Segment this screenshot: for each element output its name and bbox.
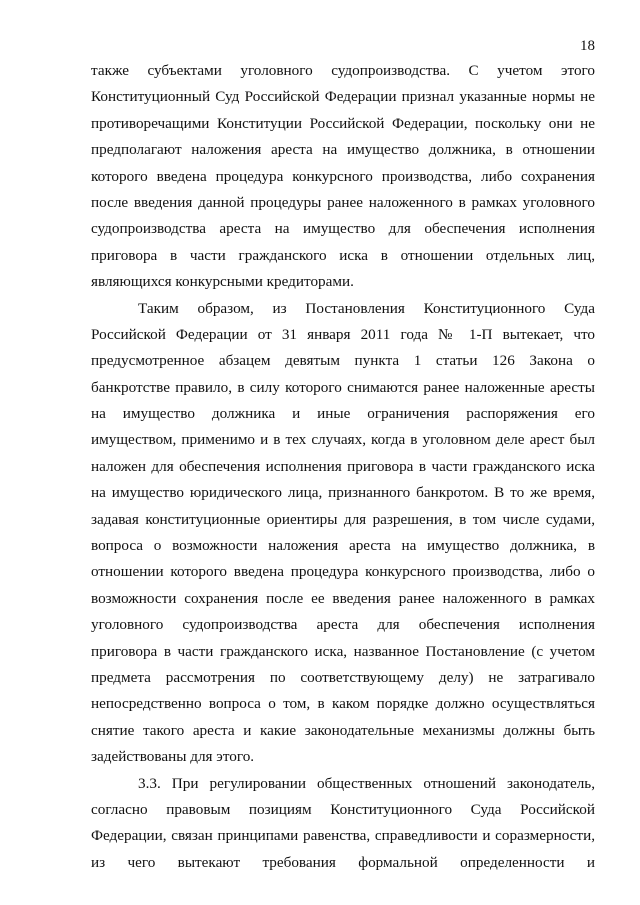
page-number: 18: [580, 38, 595, 54]
text-line: предмета рассмотрения по соответствующему делу) не затрагивало: [91, 668, 595, 686]
paragraph: [91, 58, 595, 296]
text-line: согласно правовым позициям Конституционного Суда Российской: [91, 800, 595, 818]
text-line: предусмотренное абзацем девятым пункта 1 статьи 126 Закона о: [91, 352, 595, 370]
text-line: противоречащими Конституции Российской Федерации, поскольку они не: [91, 114, 595, 132]
text-line: банкротстве правило, в силу которого снимаются ранее наложенные аресты: [91, 378, 595, 396]
text-line: Федерации, связан принципами равенства, справедливости и соразмерности,: [91, 827, 595, 845]
text-line: имуществом, применимо и в тех случаях, когда в уголовном деле арест был: [91, 431, 595, 449]
document-body: [91, 58, 595, 876]
text-line: задействованы для этого.: [91, 748, 255, 766]
text-line: которого введена процедура конкурсного производства, либо сохранения: [91, 167, 595, 185]
text-line: Российской Федерации от 31 января 2011 года № 1-П вытекает, что: [91, 325, 595, 343]
text-line: снятие такого ареста и какие законодательные механизмы должны быть: [91, 721, 595, 739]
text-line: судопроизводства ареста на имущество для обеспечения исполнения: [91, 220, 595, 238]
paragraph: [91, 296, 595, 771]
text-line: возможности сохранения после ее введения ранее наложенного в рамках: [91, 589, 595, 607]
text-line: непосредственно вопроса о том, в каком порядке должно осуществляться: [91, 695, 595, 713]
text-line: являющихся конкурсными кредиторами.: [91, 273, 354, 291]
text-line: вопроса о возможности наложения ареста на имущество должника, в: [91, 537, 595, 555]
text-line: приговора в части гражданского иска, названное Постановление (с учетом: [91, 642, 595, 660]
text-line: Таким образом, из Постановления Конституционного Суда: [138, 299, 595, 317]
text-line: на имущество юридического лица, признанного банкротом. В то же время,: [91, 484, 595, 502]
text-line: 3.3. При регулировании общественных отношений законодатель,: [138, 774, 595, 792]
text-line: на имущество должника и иные ограничения распоряжения его: [91, 405, 595, 423]
paragraph: [91, 771, 595, 877]
text-line: задавая конституционные ориентиры для разрешения, в том числе судами,: [91, 510, 595, 528]
text-line: уголовного судопроизводства ареста для обеспечения исполнения: [91, 616, 595, 634]
text-line: также субъектами уголовного судопроизводства. С учетом этого: [91, 62, 595, 79]
text-line: приговора в части гражданского иска в отношении отдельных лиц,: [91, 246, 595, 264]
text-line: из чего вытекают требования формальной определенности и: [91, 853, 595, 871]
text-line: наложен для обеспечения исполнения приговора в части гражданского иска: [91, 457, 595, 475]
text-line: после введения данной процедуры ранее наложенного в рамках уголовного: [91, 193, 595, 211]
text-line: Конституционный Суд Российской Федерации признал указанные нормы не: [91, 88, 595, 106]
text-line: отношении которого введена процедура конкурсного производства, либо о: [91, 563, 595, 581]
text-line: предполагают наложения ареста на имущество должника, в отношении: [91, 141, 595, 159]
